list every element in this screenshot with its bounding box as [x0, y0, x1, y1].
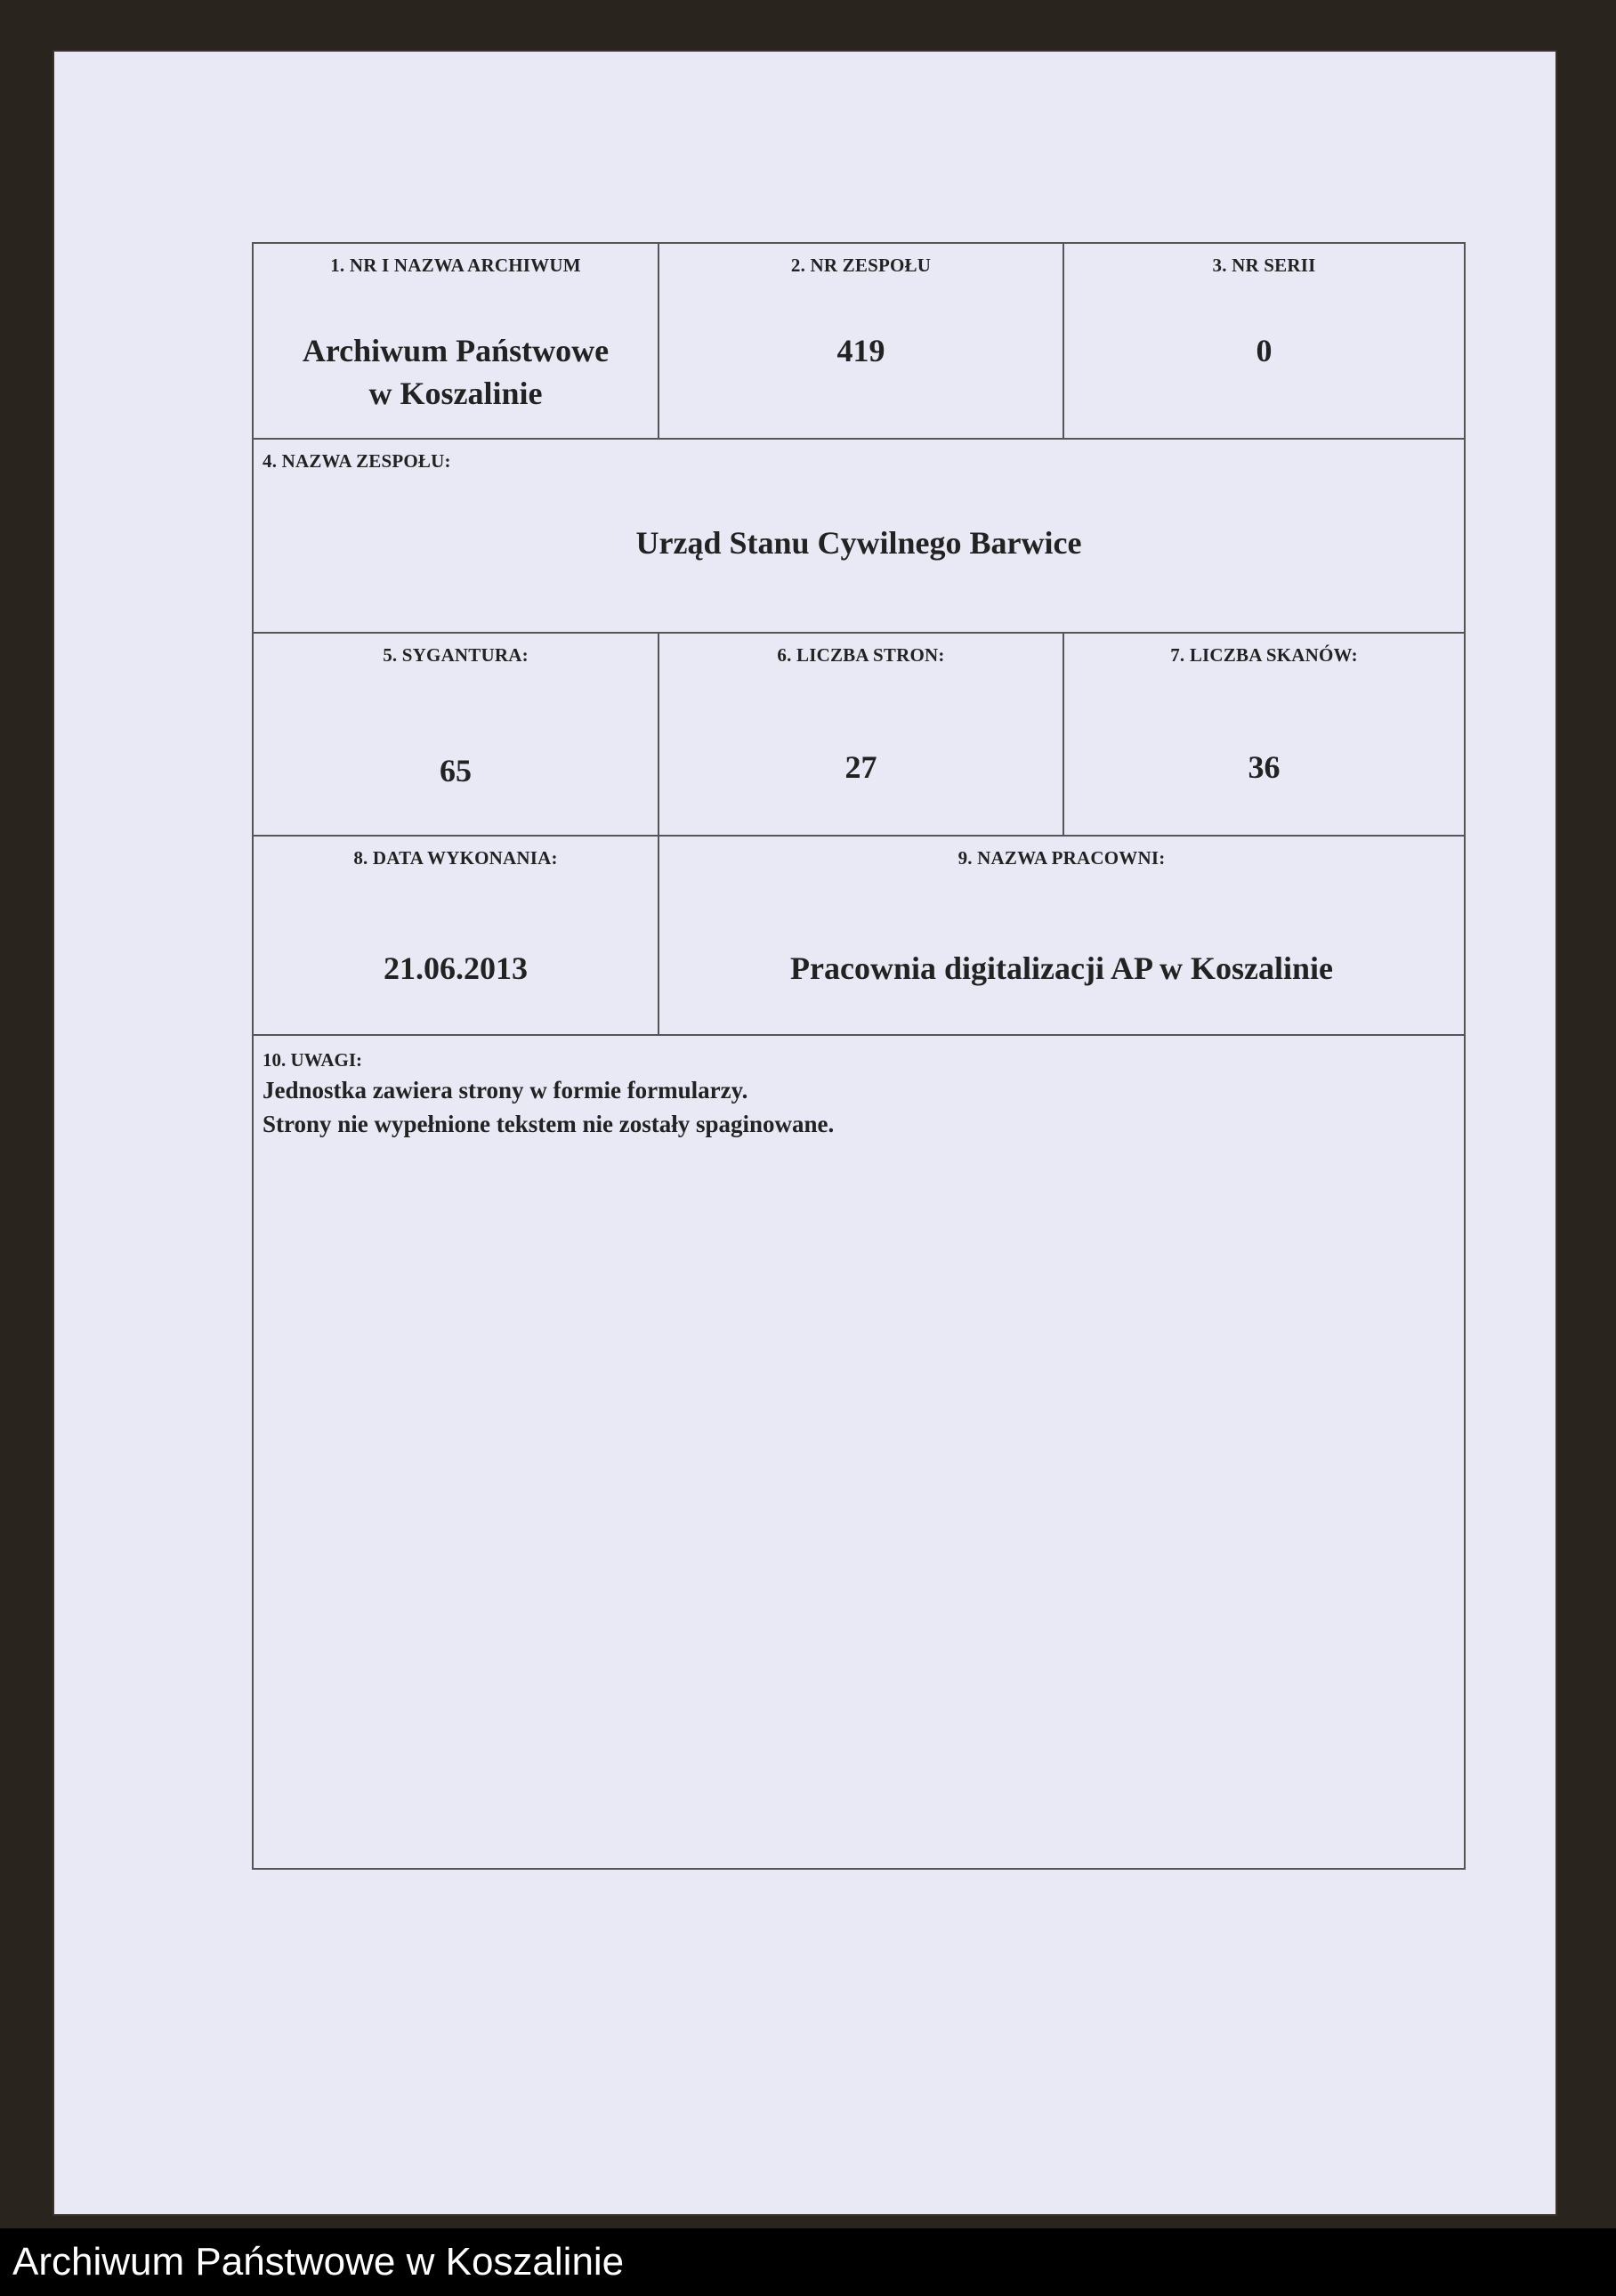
series-no-value: 0 [1256, 333, 1273, 368]
series-no-label: 3. NR SERII [1212, 255, 1316, 276]
archive-label: 1. NR I NAZWA ARCHIWUM [330, 255, 581, 276]
signature-value: 65 [440, 753, 472, 788]
footer-caption: Archiwum Państwowe w Koszalinie [12, 2240, 625, 2284]
fonds-no-value: 419 [836, 333, 885, 368]
archive-cell [254, 244, 658, 438]
archive-value-line1: Archiwum Państwowe [302, 333, 610, 368]
studio-value: Pracownia digitalizacji AP w Koszalinie [790, 950, 1333, 986]
fonds-name-label: 4. NAZWA ZESPOŁU: [263, 450, 451, 472]
fonds-no-cell [658, 244, 1063, 438]
pages-label: 6. LICZBA STRON: [777, 644, 945, 666]
metadata-form [252, 242, 1466, 1870]
signature-label: 5. SYGANTURA: [383, 644, 529, 666]
studio-label: 9. NAZWA PRACOWNI: [957, 847, 1166, 869]
date-value: 21.06.2013 [384, 950, 528, 986]
notes-block [263, 1047, 834, 1141]
archive-value-line2: w Koszalinie [368, 376, 543, 411]
scans-label: 7. LICZBA SKANÓW: [1170, 644, 1358, 666]
date-label: 8. DATA WYKONANIA: [353, 847, 558, 869]
notes-line-2: Strony nie wypełnione tekstem nie zostały spaginowane. [263, 1111, 835, 1137]
date-cell [254, 837, 658, 1034]
pages-value: 27 [844, 749, 877, 785]
fonds-name-value: Urząd Stanu Cywilnego Barwice [635, 525, 1082, 561]
fonds-name-cell [254, 440, 1464, 632]
pages-cell [658, 634, 1063, 835]
fonds-no-label: 2. NR ZESPOŁU [790, 255, 932, 276]
form-row-fonds-name [254, 440, 1464, 634]
notes-line-1: Jednostka zawiera strony w formie formularzy. [263, 1077, 748, 1104]
signature-cell [254, 634, 658, 835]
form-row-notes [254, 1036, 1464, 1868]
series-no-cell [1063, 244, 1464, 438]
scans-cell [1063, 634, 1464, 835]
notes-cell [254, 1036, 1464, 1868]
footer-bar [0, 2228, 1616, 2296]
document-page [54, 52, 1555, 2214]
form-row-archive [254, 244, 1464, 440]
scans-value: 36 [1248, 749, 1281, 785]
form-row-counts [254, 634, 1464, 837]
form-row-date-studio [254, 837, 1464, 1036]
notes-label: 10. UWAGI: [263, 1049, 363, 1071]
studio-cell [658, 837, 1464, 1034]
